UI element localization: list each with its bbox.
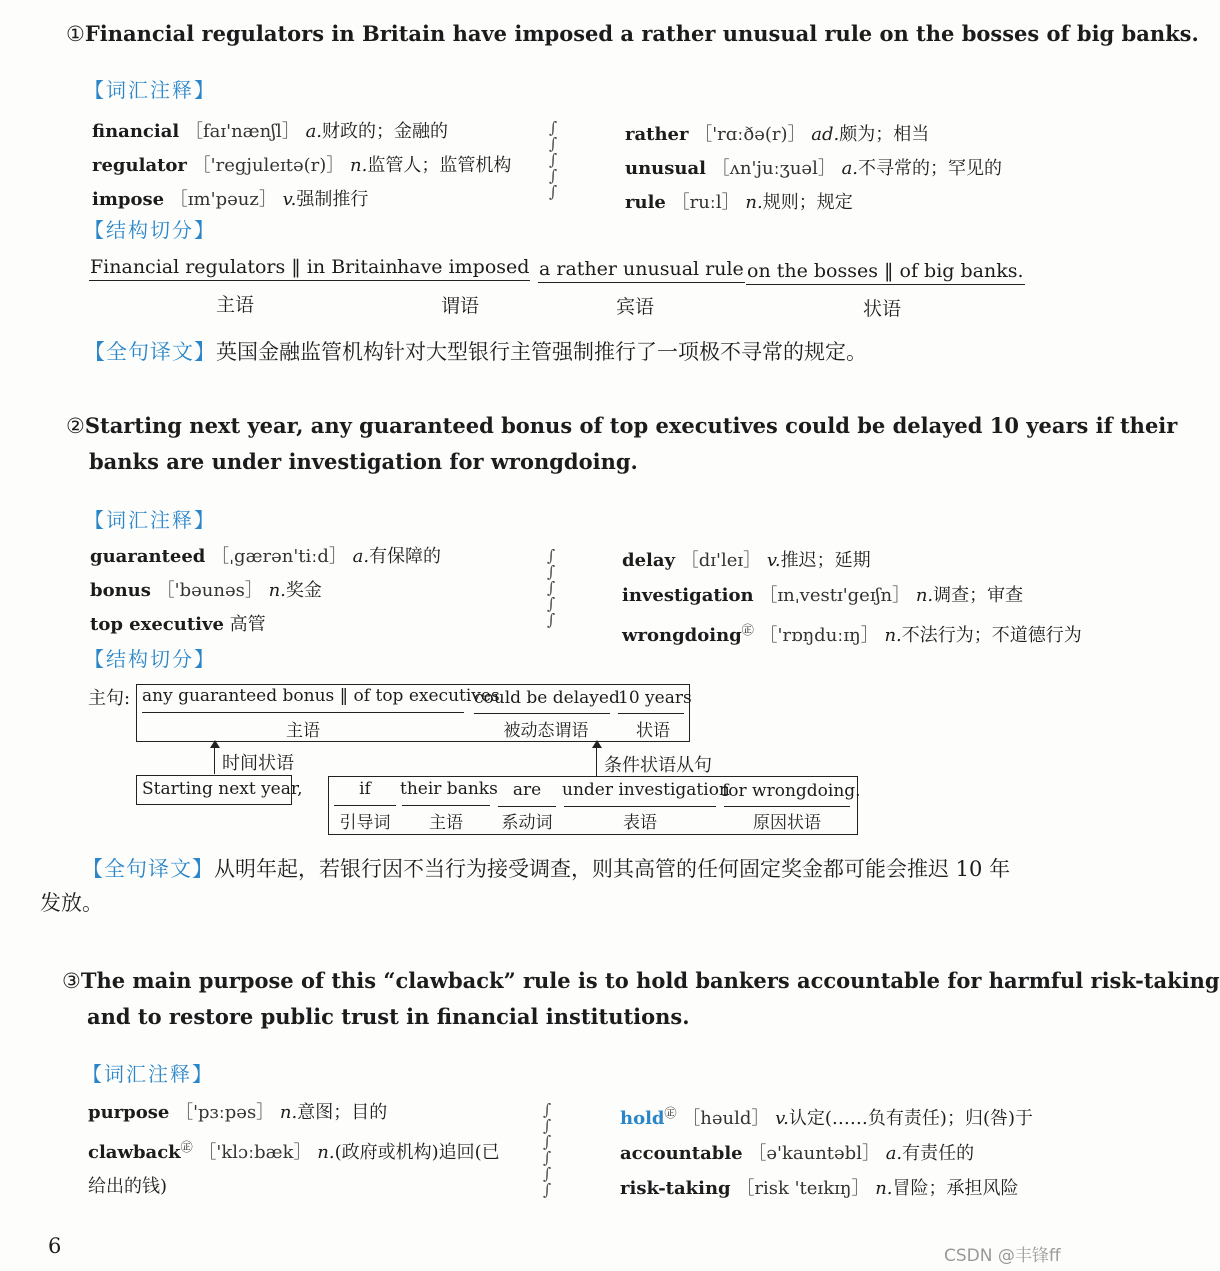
vocab-ipa: ［ɪnˌvestɪ'geɪʃn］ xyxy=(759,585,911,606)
vocab-entry xyxy=(622,543,1082,578)
vocab-def: 有责任的 xyxy=(902,1143,975,1164)
main-clause-label: 主句: xyxy=(88,688,131,709)
sentence-text-line2: banks are under investigation for wrongdoing. xyxy=(89,449,638,474)
arrow-up-icon xyxy=(592,740,602,748)
vocab-word: top executive xyxy=(90,614,224,635)
sentence-1 xyxy=(66,16,1199,52)
vocab-pos: n. xyxy=(268,580,286,601)
vocab-entry xyxy=(620,1171,1033,1206)
exam-badge-icon: ㊣ xyxy=(664,1106,677,1120)
cond-label: 系动词 xyxy=(501,813,553,833)
vocab-def: 颇为；相当 xyxy=(839,124,930,145)
translation xyxy=(82,853,1010,883)
vocab-entry xyxy=(90,540,441,574)
main-subject-text: any guaranteed bonus ‖ of top executives xyxy=(142,686,500,706)
segment-text: a rather unusual rule xyxy=(538,258,745,283)
vocab-ipa: ［dɪ'leɪ］ xyxy=(680,550,762,571)
vocab-entry xyxy=(625,152,1002,186)
vocab-word: rule xyxy=(625,192,666,213)
vocab-heading: 【词汇注释】 xyxy=(82,1062,214,1086)
vocab-word: purpose xyxy=(88,1102,170,1123)
vocab-word: hold xyxy=(620,1108,665,1129)
vocab-pos: v. xyxy=(282,189,297,210)
vocab-word: financial xyxy=(92,121,180,142)
vocab-pos: a. xyxy=(841,158,859,179)
vocab-def: 监管人；监管机构 xyxy=(367,155,512,176)
vocab-ipa: ［'regjuleɪtə(r)］ xyxy=(192,155,345,176)
translation xyxy=(84,336,867,366)
vocab-word: wrongdoing xyxy=(622,625,742,646)
vocab-def: 冒险；承担风险 xyxy=(892,1178,1019,1199)
sentence-3 xyxy=(62,963,1220,1034)
cond-label: 表语 xyxy=(623,813,657,833)
vocab-right-column xyxy=(625,118,1002,220)
segment-object xyxy=(538,258,744,283)
vocab-word: risk-taking xyxy=(620,1178,731,1199)
vocab-entry xyxy=(622,613,1082,653)
vocab-heading: 【词汇注释】 xyxy=(84,78,216,102)
vocab-right-column xyxy=(622,543,1082,653)
sentence-2 xyxy=(66,408,1177,479)
segment-predicate xyxy=(396,256,530,281)
vocab-entry xyxy=(90,574,441,608)
vocab-ipa: ［ə'kauntəbl］ xyxy=(748,1143,880,1164)
arrow-line xyxy=(596,748,597,776)
translation-tag: 【全句译文】 xyxy=(84,340,216,364)
vocab-word: unusual xyxy=(625,158,706,179)
time-adverbial-label: 时间状语 xyxy=(222,753,294,774)
vocab-word: clawback xyxy=(88,1142,181,1163)
wavy-divider: ∫ ∫ ∫ ∫ ∫ xyxy=(548,118,558,201)
sentence-number: ③ xyxy=(62,969,81,993)
vocab-ipa: ［ɪm'pəuz］ xyxy=(169,189,277,210)
translation-text-line1: 从明年起，若银行因不当行为接受调查，则其高管的任何固定奖金都可能会推迟 10 年 xyxy=(214,857,1011,881)
vocab-entry xyxy=(88,1096,500,1130)
cond-word: their banks xyxy=(400,779,498,799)
main-predicate-label: 被动态谓语 xyxy=(503,721,589,741)
vocab-entry xyxy=(92,115,511,149)
vocab-def: (政府或机构)追回(已 xyxy=(334,1142,500,1163)
vocab-word: accountable xyxy=(620,1143,743,1164)
sentence-number: ① xyxy=(66,22,85,46)
sentence-number: ② xyxy=(66,414,85,438)
cond-word: under investigation xyxy=(562,780,730,800)
vocab-word: regulator xyxy=(92,155,187,176)
exam-badge-icon: ㊣ xyxy=(741,623,754,637)
vocab-pos: n. xyxy=(317,1142,335,1163)
vocab-heading: 【词汇注释】 xyxy=(84,508,216,532)
segment-label: 谓语 xyxy=(440,295,479,317)
page-number: 6 xyxy=(48,1234,62,1258)
vocab-word: impose xyxy=(92,189,165,210)
segment-text: have imposed xyxy=(396,256,530,281)
underline xyxy=(724,806,850,807)
main-predicate-text: could be delayed xyxy=(474,688,620,708)
vocab-def: 不法行为；不道德行为 xyxy=(901,625,1082,646)
vocab-ipa: ［ʌn'juːʒuəl］ xyxy=(711,158,836,179)
watermark: CSDN @丰锋ff xyxy=(944,1246,1061,1266)
vocab-pos: n. xyxy=(915,585,934,606)
vocab-def: 有保障的 xyxy=(369,546,442,567)
sentence-text: Financial regulators in Britain have imposed a rather unusual rule on the bosses of big banks. xyxy=(84,21,1199,46)
vocab-entry xyxy=(90,608,441,642)
segment-label: 宾语 xyxy=(615,296,654,318)
vocab-ipa: ［'rɒŋduːɪŋ］ xyxy=(759,625,879,646)
structure-heading: 【结构切分】 xyxy=(84,647,216,671)
vocab-pos: v. xyxy=(775,1108,789,1129)
underline xyxy=(402,805,490,806)
vocab-right-column xyxy=(620,1096,1033,1206)
vocab-pos: n. xyxy=(875,1178,893,1199)
vocab-def: 认定(……负有责任)；归(咎)于 xyxy=(788,1108,1033,1129)
vocab-def: 财政的；金融的 xyxy=(322,121,449,142)
underline xyxy=(498,806,556,807)
main-subject-label: 主语 xyxy=(286,721,320,741)
vocab-ipa: ［'rɑːðə(r)］ xyxy=(694,124,806,145)
vocab-def: 高管 xyxy=(229,614,266,635)
vocab-entry xyxy=(92,183,511,217)
vocab-ipa: ［'klɔːbæk］ xyxy=(198,1142,312,1163)
vocab-ipa: ［ruːl］ xyxy=(671,192,740,213)
main-adverbial-label: 状语 xyxy=(636,721,670,741)
vocab-entry xyxy=(92,149,511,183)
segment-label: 状语 xyxy=(862,298,901,320)
vocab-def: 调查；审查 xyxy=(933,585,1024,606)
vocab-entry xyxy=(622,578,1082,613)
vocab-ipa: ［risk 'teɪkɪŋ］ xyxy=(736,1178,870,1199)
vocab-left-column xyxy=(92,115,511,217)
sentence-text-line1: Starting next year, any guaranteed bonus of top executives could be delayed 10 years if their xyxy=(84,413,1178,438)
vocab-ipa: ［ˌgærən'tiːd］ xyxy=(211,546,347,567)
vocab-pos: a. xyxy=(305,121,323,142)
vocab-pos: n. xyxy=(884,625,902,646)
vocab-pos: v. xyxy=(766,550,781,571)
translation-tag: 【全句译文】 xyxy=(82,857,214,881)
exam-badge-icon: ㊣ xyxy=(180,1140,193,1154)
underline xyxy=(334,805,396,806)
vocab-word: investigation xyxy=(622,585,754,606)
vocab-pos: a. xyxy=(885,1143,903,1164)
vocab-word: bonus xyxy=(90,580,151,601)
vocab-pos: n. xyxy=(350,155,368,176)
arrow-line xyxy=(214,748,215,774)
vocab-entry xyxy=(620,1136,1033,1171)
underline xyxy=(564,806,716,807)
translation-text-line2: 发放。 xyxy=(40,891,103,915)
vocab-def-continued: 给出的钱) xyxy=(88,1176,168,1197)
segment-label: 主语 xyxy=(215,294,254,316)
vocab-pos: n. xyxy=(279,1102,298,1123)
cond-label: 主语 xyxy=(429,813,463,833)
vocab-pos: n. xyxy=(745,192,763,213)
arrow-up-icon xyxy=(210,740,220,748)
sentence-text-line2: and to restore public trust in financial institutions. xyxy=(87,1004,690,1029)
segment-adverbial xyxy=(746,260,1024,285)
main-adverbial-text: 10 years xyxy=(618,688,692,708)
time-clause-text: Starting next year, xyxy=(142,779,303,799)
segment-text: Financial regulators ‖ in Britain xyxy=(89,256,399,281)
segment-text: on the bosses ‖ of big banks. xyxy=(746,260,1025,285)
vocab-def: 奖金 xyxy=(285,580,322,601)
underline xyxy=(474,713,610,714)
vocab-ipa: ［faɪ'nænʃl］ xyxy=(184,121,300,142)
vocab-entry xyxy=(625,186,1002,220)
cond-word: are xyxy=(512,780,542,800)
vocab-ipa: ［'bəunəs］ xyxy=(156,580,263,601)
vocab-entry xyxy=(620,1096,1033,1136)
vocab-word: delay xyxy=(622,550,675,571)
sentence-text-line1: The main purpose of this “clawback” rule is to hold bankers accountable for harmful risk-taking xyxy=(80,968,1220,993)
vocab-def: 意图；目的 xyxy=(297,1102,388,1123)
condition-clause-label: 条件状语从句 xyxy=(604,755,712,776)
vocab-ipa: ［həuld］ xyxy=(682,1108,770,1129)
vocab-def: 不寻常的；罕见的 xyxy=(858,158,1003,179)
cond-word: for wrongdoing. xyxy=(722,781,861,801)
underline xyxy=(618,713,684,714)
vocab-entry xyxy=(625,118,1002,152)
cond-label: 原因状语 xyxy=(753,813,821,833)
vocab-pos: a. xyxy=(352,546,370,567)
structure-heading: 【结构切分】 xyxy=(84,218,216,242)
cond-word: if xyxy=(359,779,371,799)
translation-text: 英国金融监管机构针对大型银行主管强制推行了一项极不寻常的规定。 xyxy=(216,340,867,364)
vocab-left-column xyxy=(90,540,441,642)
vocab-def: 规则；规定 xyxy=(762,192,853,213)
vocab-word: guaranteed xyxy=(90,546,206,567)
vocab-entry xyxy=(88,1130,500,1170)
vocab-word: rather xyxy=(625,124,689,145)
vocab-left-column xyxy=(88,1096,500,1204)
wavy-divider: ∫ ∫ ∫ ∫ ∫ xyxy=(546,546,556,629)
vocab-ipa: ［'pɜːpəs］ xyxy=(175,1102,275,1123)
cond-label: 引导词 xyxy=(339,813,391,833)
underline xyxy=(142,712,464,713)
vocab-def: 强制推行 xyxy=(296,189,369,210)
wavy-divider: ∫ ∫ ∫ ∫ ∫ ∫ xyxy=(542,1100,552,1199)
segment-subject xyxy=(89,256,398,281)
vocab-pos: ad. xyxy=(811,124,840,145)
vocab-def: 推迟；延期 xyxy=(780,550,871,571)
